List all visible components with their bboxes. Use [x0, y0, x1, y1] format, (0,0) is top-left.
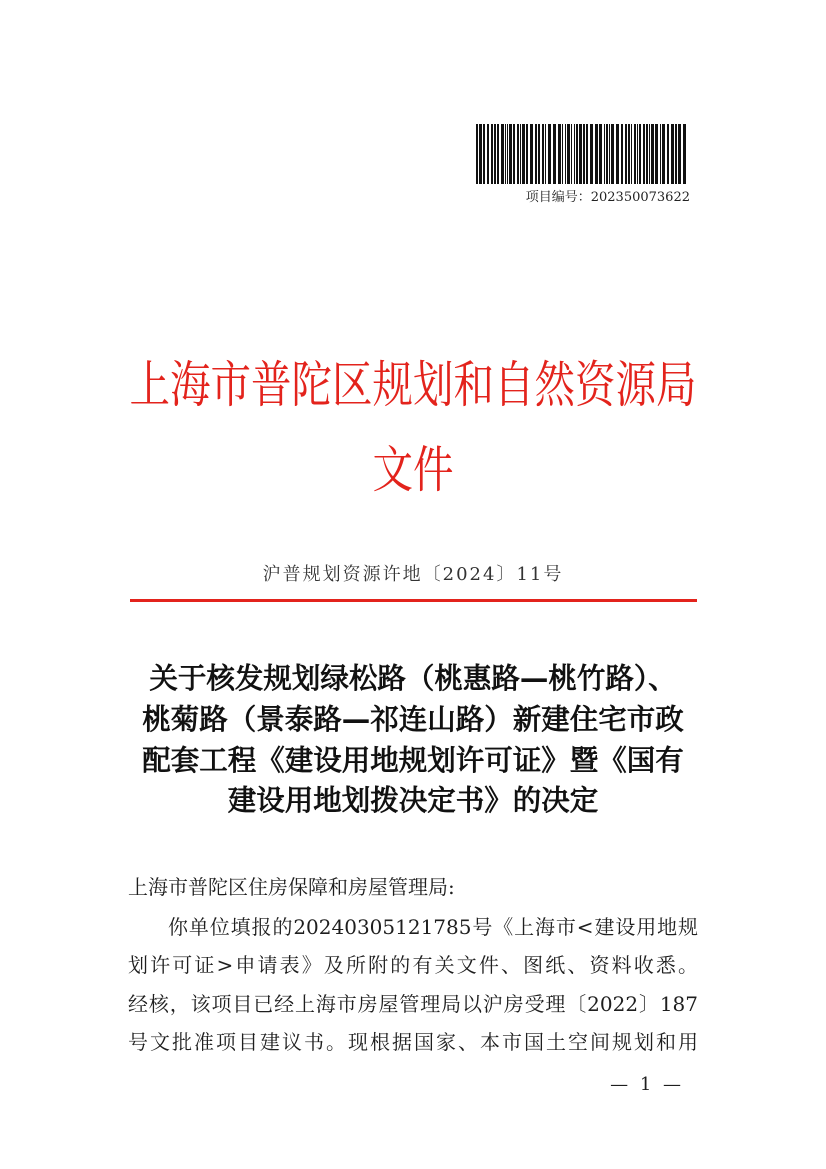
barcode-bar [567, 124, 570, 184]
title-line: 桃菊路（景泰路—祁连山路）新建住宅市政 [142, 702, 684, 736]
barcode-bar [520, 124, 521, 184]
barcode-bar [609, 124, 610, 184]
barcode-bar [662, 124, 665, 184]
barcode-bar [535, 124, 537, 184]
barcode-bar [671, 124, 674, 184]
body-line: 划许可证>申请表》及所附的有关文件、图纸、资料收悉。 [128, 953, 698, 978]
barcode-bar [562, 124, 563, 184]
title-line: 关于核发规划绿松路（桃惠路—桃竹路）、 [149, 662, 677, 695]
page-number: — 1 — [610, 1074, 684, 1095]
barcode-bar [548, 124, 551, 184]
body-line: 你单位填报的20240305121785号《上海市<建设用地规 [168, 915, 698, 939]
barcode [476, 124, 690, 184]
barcode-bar [501, 124, 504, 184]
barcode-bar [606, 124, 608, 184]
barcode-bar [491, 124, 493, 184]
barcode-bar [639, 124, 641, 184]
barcode-bar [637, 124, 638, 184]
title-line: 配套工程《建设用地规划许可证》暨《国有 [142, 743, 684, 777]
barcode-bar [505, 124, 506, 184]
barcode-bar [494, 124, 496, 184]
barcode-bar [649, 124, 650, 184]
barcode-bar [628, 124, 630, 184]
barcode-bar [565, 124, 566, 184]
barcode-bar [631, 124, 632, 184]
body-line: 经核，该项目已经上海市房屋管理局以沪房受理〔2022〕187 [128, 991, 698, 1016]
barcode-bar [576, 124, 578, 184]
barcode-bar [574, 124, 575, 184]
barcode-bar [558, 124, 561, 184]
issuer-name: 上海市普陀区规划和自然资源局 [129, 356, 697, 414]
barcode-bar [595, 124, 598, 184]
barcode-bar [683, 124, 686, 184]
barcode-bar [526, 124, 528, 184]
barcode-bar [517, 124, 519, 184]
red-divider [130, 599, 697, 602]
barcode-bar [542, 124, 544, 184]
barcode-bar [538, 124, 540, 184]
issuer-name-line [0, 355, 826, 415]
barcode-bar [545, 124, 546, 184]
barcode-bar [586, 124, 588, 184]
barcode-bar [646, 124, 648, 184]
recipient: 上海市普陀区住房保障和房屋管理局: [128, 875, 455, 899]
issuer-doctype-line [0, 440, 826, 500]
document-number: 沪普规划资源许地〔2024〕11号 [262, 564, 564, 585]
barcode-bar [483, 124, 485, 184]
barcode-bar [513, 124, 515, 184]
barcode-bar [625, 124, 627, 184]
barcode-bar [571, 124, 572, 184]
barcode-bar [651, 124, 654, 184]
barcode-bar [507, 124, 508, 184]
barcode-bar [579, 124, 582, 184]
barcode-bar [583, 124, 585, 184]
barcode-bar [590, 124, 593, 184]
document-title [118, 659, 708, 822]
barcode-bar [509, 124, 512, 184]
barcode-bar [643, 124, 645, 184]
barcode-bar [634, 124, 636, 184]
barcode-bar [678, 124, 681, 184]
barcode-bar [479, 124, 482, 184]
barcode-icon [476, 124, 690, 184]
barcode-bar [667, 124, 669, 184]
title-line: 建设用地划拨决定书》的决定 [227, 784, 599, 818]
body-line: 号文批准项目建议书。现根据国家、本市国土空间规划和用 [128, 1029, 698, 1054]
barcode-bar [497, 124, 499, 184]
barcode-bar [616, 124, 619, 184]
barcode-bar [604, 124, 605, 184]
barcode-bar [553, 124, 556, 184]
barcode-bar [660, 124, 661, 184]
barcode-bar [675, 124, 677, 184]
barcode-bar [530, 124, 533, 184]
barcode-bar [522, 124, 525, 184]
barcode-bar [655, 124, 658, 184]
barcode-bar [621, 124, 623, 184]
project-number: 项目编号：202350073622 [525, 190, 690, 205]
barcode-bar [611, 124, 614, 184]
barcode-bar [487, 124, 489, 184]
barcode-bar [599, 124, 602, 184]
barcode-bar [476, 124, 478, 184]
body-paragraph [128, 908, 698, 1061]
issuer-doc-type: 文件 [372, 441, 454, 499]
